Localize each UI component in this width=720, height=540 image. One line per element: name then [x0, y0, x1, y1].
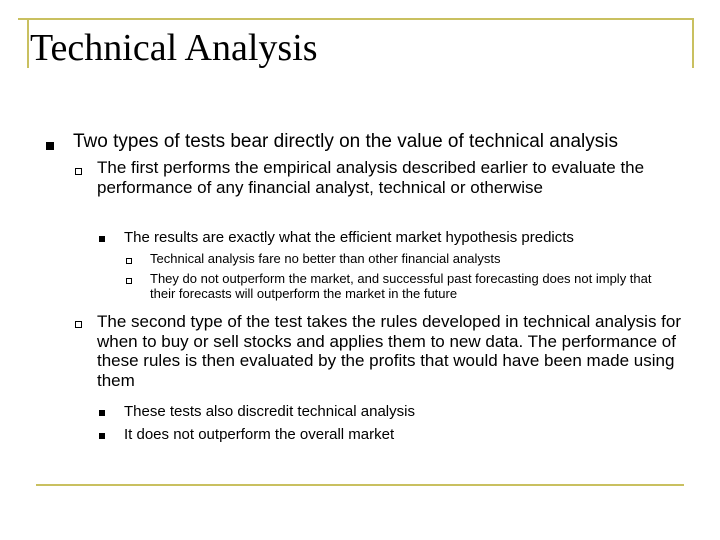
square-bullet-icon	[99, 236, 105, 242]
top-accent-rule	[18, 18, 694, 20]
square-bullet-icon	[46, 142, 54, 150]
left-accent-rule	[27, 18, 29, 68]
slide-title: Technical Analysis	[30, 27, 318, 69]
bullet-level2: The second type of the test takes the rules developed in technical analysis for when to buy or sell stocks and applies them to new data. The performance of these rules is then evaluated by the profits that would have been made using them	[97, 312, 682, 390]
bullet-level4: Technical analysis fare no better than other financial analysts	[150, 251, 501, 266]
bullet-level3: It does not outperform the overall market	[124, 426, 395, 443]
bottom-accent-rule	[36, 484, 684, 486]
hollow-square-bullet-icon	[126, 278, 132, 284]
square-bullet-icon	[99, 410, 105, 416]
hollow-square-bullet-icon	[75, 321, 82, 328]
bullet-level3: The results are exactly what the efficient market hypothesis predicts	[124, 229, 574, 246]
bullet-level4: They do not outperform the market, and successful past forecasting does not imply that their forecasts will outperform the market in the future	[150, 271, 652, 301]
bullet-level2: The first performs the empirical analysis described earlier to evaluate the performance of any financial analyst, technical or otherwise	[97, 158, 645, 197]
right-accent-rule	[692, 18, 694, 68]
square-bullet-icon	[99, 433, 105, 439]
bullet-level3: These tests also discredit technical analysis	[124, 403, 415, 420]
bullet-level1: Two types of tests bear directly on the value of technical analysis	[73, 131, 618, 152]
hollow-square-bullet-icon	[126, 258, 132, 264]
hollow-square-bullet-icon	[75, 168, 82, 175]
